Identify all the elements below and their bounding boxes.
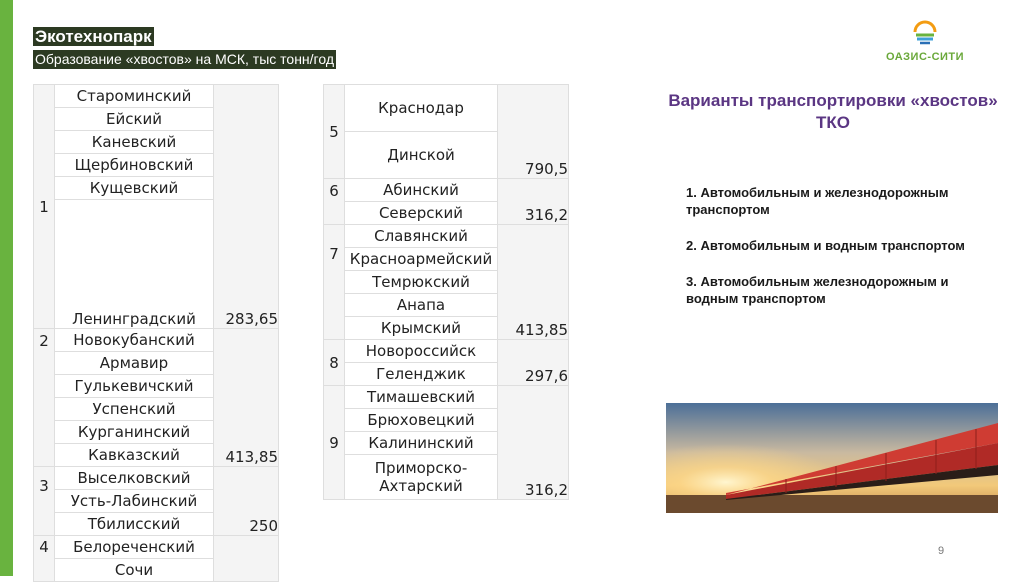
group-value: 250 [214, 467, 279, 536]
district-cell: Курганинский [55, 421, 214, 444]
district-cell: Абинский [345, 179, 498, 202]
district-cell: Калининский [345, 432, 498, 455]
district-cell: Анапа [345, 294, 498, 317]
group-number: 9 [324, 386, 345, 500]
district-cell: Новокубанский [55, 329, 214, 352]
group-number: 5 [324, 85, 345, 179]
district-cell: Северский [345, 202, 498, 225]
transport-variants-title: Варианты транспортировки «хвостов» ТКО [668, 91, 998, 132]
group-number: 8 [324, 340, 345, 386]
group-number: 1 [34, 85, 55, 329]
group-value: 316,2 [498, 386, 569, 500]
district-cell: Усть-Лабинский [55, 490, 214, 513]
group-number: 6 [324, 179, 345, 225]
group-number: 4 [34, 536, 55, 582]
district-cell: Тбилисский [55, 513, 214, 536]
train-illustration-icon [666, 403, 998, 513]
district-cell: Щербиновский [55, 154, 214, 177]
district-cell: Приморско-Ахтарский [345, 455, 498, 500]
district-cell: Геленджик [345, 363, 498, 386]
page-number: 9 [938, 545, 945, 557]
district-cell: Армавир [55, 352, 214, 375]
district-cell: Кавказский [55, 444, 214, 467]
districts-table-left [33, 84, 279, 582]
district-cell: Ейский [55, 108, 214, 131]
district-cell: Новороссийск [345, 340, 498, 363]
district-cell: Кущевский [55, 177, 214, 200]
group-number: 3 [34, 467, 55, 536]
district-cell: Краснодар [345, 85, 498, 132]
group-number: 2 [34, 329, 55, 467]
district-cell: Староминский [55, 85, 214, 108]
group-value: 283,65 [214, 85, 279, 329]
group-value: 413,85 [498, 225, 569, 340]
accent-bar [0, 0, 13, 576]
option-item: 2. Автомобильным и водным транспортом [686, 238, 965, 253]
district-cell: Успенский [55, 398, 214, 421]
group-value: 790,5 [498, 85, 569, 179]
district-cell: Гулькевичский [55, 375, 214, 398]
district-cell: Динской [345, 132, 498, 179]
district-cell: Славянский [345, 225, 498, 248]
district-cell: Выселковский [55, 467, 214, 490]
group-value: 413,85 [214, 329, 279, 467]
group-value: 316,2 [498, 179, 569, 225]
district-cell: Каневский [55, 131, 214, 154]
slide-subtitle: Образование «хвостов» на МСК, тыс тонн/год [35, 51, 334, 67]
logo-text: ОАЗИС-СИТИ [885, 51, 965, 63]
option-item: 3. Автомобильным железнодорожным и водным транспортом [686, 274, 949, 306]
district-cell: Ленинградский [55, 200, 214, 329]
district-cell: Брюховецкий [345, 409, 498, 432]
freight-train-photo [666, 403, 998, 513]
district-cell: Темрюкский [345, 271, 498, 294]
group-value: 297,6 [498, 340, 569, 386]
district-cell: Крымский [345, 317, 498, 340]
district-cell: Тимашевский [345, 386, 498, 409]
logo-ring-icon [912, 20, 938, 46]
districts-table-right [323, 84, 569, 500]
slide-title: Экотехнопарк [35, 27, 152, 46]
group-number: 7 [324, 225, 345, 340]
option-item: 1. Автомобильным и железнодорожным транспортом [686, 185, 949, 217]
district-cell: Красноармейский [345, 248, 498, 271]
district-cell: Белореченский [55, 536, 214, 559]
transport-options-list [686, 184, 976, 326]
district-cell: Сочи [55, 559, 214, 582]
company-logo [880, 20, 970, 70]
group-value [214, 536, 279, 582]
